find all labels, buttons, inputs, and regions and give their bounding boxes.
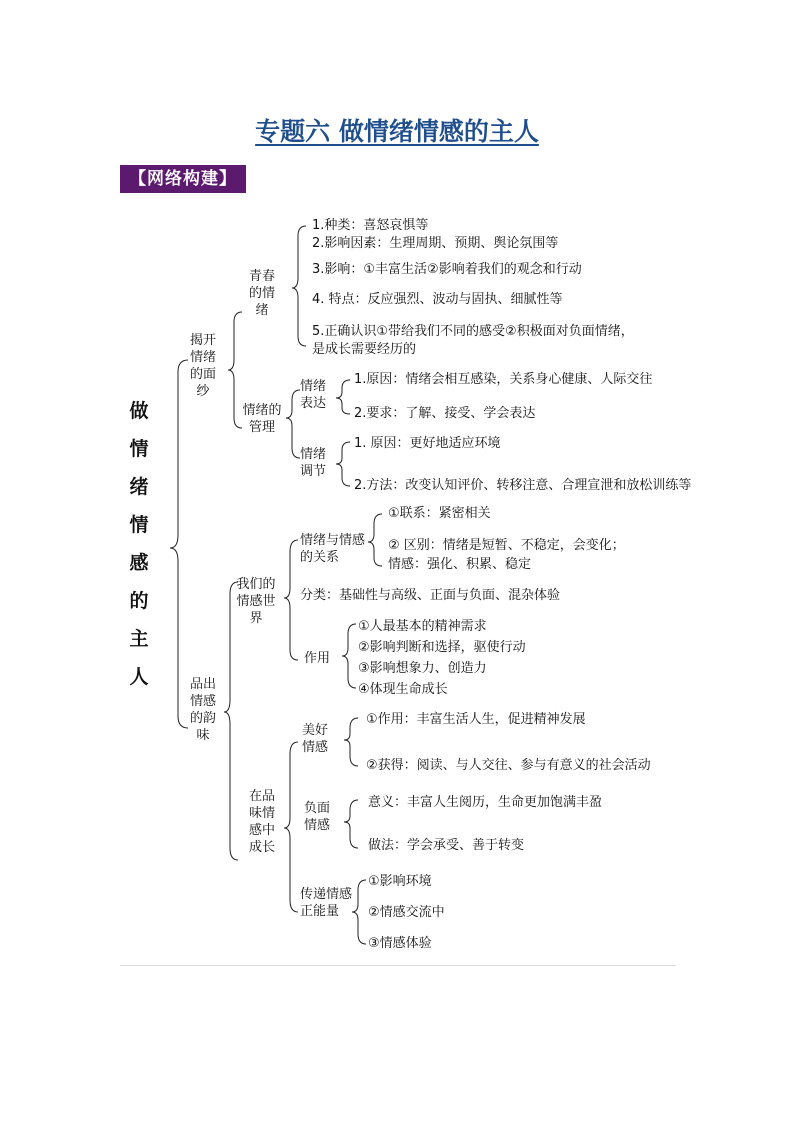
negative-brace [344, 800, 358, 848]
good-item: ①作用：丰富生活人生，促进精神发展 [366, 712, 586, 727]
pass-item: ③情感体验 [368, 936, 432, 951]
pass-energy-label: 传递情感 正能量 [300, 887, 353, 919]
express-item: 1.原因：情绪会相互感染，关系身心健康、人际交往 [354, 372, 653, 387]
footer-divider [120, 965, 676, 966]
root-node: 做 情 绪 情 感 的 主 人 [129, 400, 149, 688]
effect-item: ③影响想象力、创造力 [358, 661, 487, 676]
relation-item: 情感：强化、积累、稳定 [388, 557, 532, 572]
youth-item: 是成长需要经历的 [312, 342, 417, 357]
effect-item: ④体现生命成长 [358, 682, 448, 697]
section-label: 【网络构建】 [120, 165, 246, 193]
adjust-item: 2.方法：改变认知评价、转移注意、合理宣泄和放松训练等 [354, 478, 692, 493]
emotion-express-label: 情绪 表达 [299, 379, 326, 411]
relation-label: 情绪与情感 的关系 [300, 533, 366, 565]
pass-brace [352, 880, 366, 944]
emotion-manage-label: 情绪的 管理 [242, 403, 282, 435]
emotion-world-label: 我们的 情感世 界 [236, 577, 276, 626]
world-brace [284, 540, 298, 660]
youth-item: 4. 特点：反应强烈、波动与固执、细腻性等 [312, 292, 563, 307]
youth-item: 2.影响因素：生理周期、预期、舆论氛围等 [312, 236, 559, 251]
good-item: ②获得：阅读、与人交往、参与有意义的社会活动 [366, 758, 651, 773]
effect-brace [342, 624, 356, 688]
emotion-adjust-label: 情绪 调节 [299, 447, 326, 479]
express-item: 2.要求：了解、接受、学会表达 [354, 406, 536, 421]
effect-item: ①人最基本的精神需求 [358, 619, 487, 634]
youth-item: 5.正确认识①带给我们不同的感受②积极面对负面情绪， [312, 324, 634, 339]
pass-item: ②情感交流中 [368, 905, 445, 920]
adjust-item: 1. 原因：更好地适应环境 [354, 436, 501, 451]
negative-emotion-label: 负面 情感 [303, 801, 330, 833]
relation-item: ①联系：紧密相关 [388, 506, 491, 521]
part1-label: 揭开 情绪 的面 纱 [189, 333, 216, 399]
page-title: 专题六 做情绪情感的主人 [255, 117, 539, 146]
grow-label: 在品 味情 感中 成长 [248, 789, 275, 855]
youth-item: 1.种类：喜怒哀惧等 [312, 218, 429, 233]
express-brace [336, 380, 350, 414]
relation-item: ② 区别：情绪是短暂、不稳定，会变化； [388, 538, 625, 553]
part2-label: 品出 情感 的韵 味 [189, 677, 216, 743]
effect-label: 作用 [304, 651, 331, 666]
relation-brace [368, 514, 382, 566]
pass-item: ①影响环境 [368, 874, 432, 889]
negative-item: 做法：学会承受、善于转变 [368, 838, 525, 853]
negative-item: 意义：丰富人生阅历，生命更加饱满丰盈 [368, 795, 603, 810]
youth-emotion-label: 青春 的情 绪 [248, 269, 275, 318]
classify-item: 分类：基础性与高级、正面与负面、混杂体验 [300, 588, 561, 603]
adjust-brace [336, 442, 350, 486]
grow-brace [284, 742, 298, 912]
part1-brace [228, 312, 242, 428]
root-brace [170, 360, 188, 728]
youth-item: 3.影响：①丰富生活②影响着我们的观念和行动 [312, 262, 582, 277]
youth-brace [292, 226, 306, 346]
good-brace [344, 718, 358, 766]
good-emotion-label: 美好 情感 [301, 723, 328, 755]
effect-item: ②影响判断和选择，驱使行动 [358, 640, 526, 655]
